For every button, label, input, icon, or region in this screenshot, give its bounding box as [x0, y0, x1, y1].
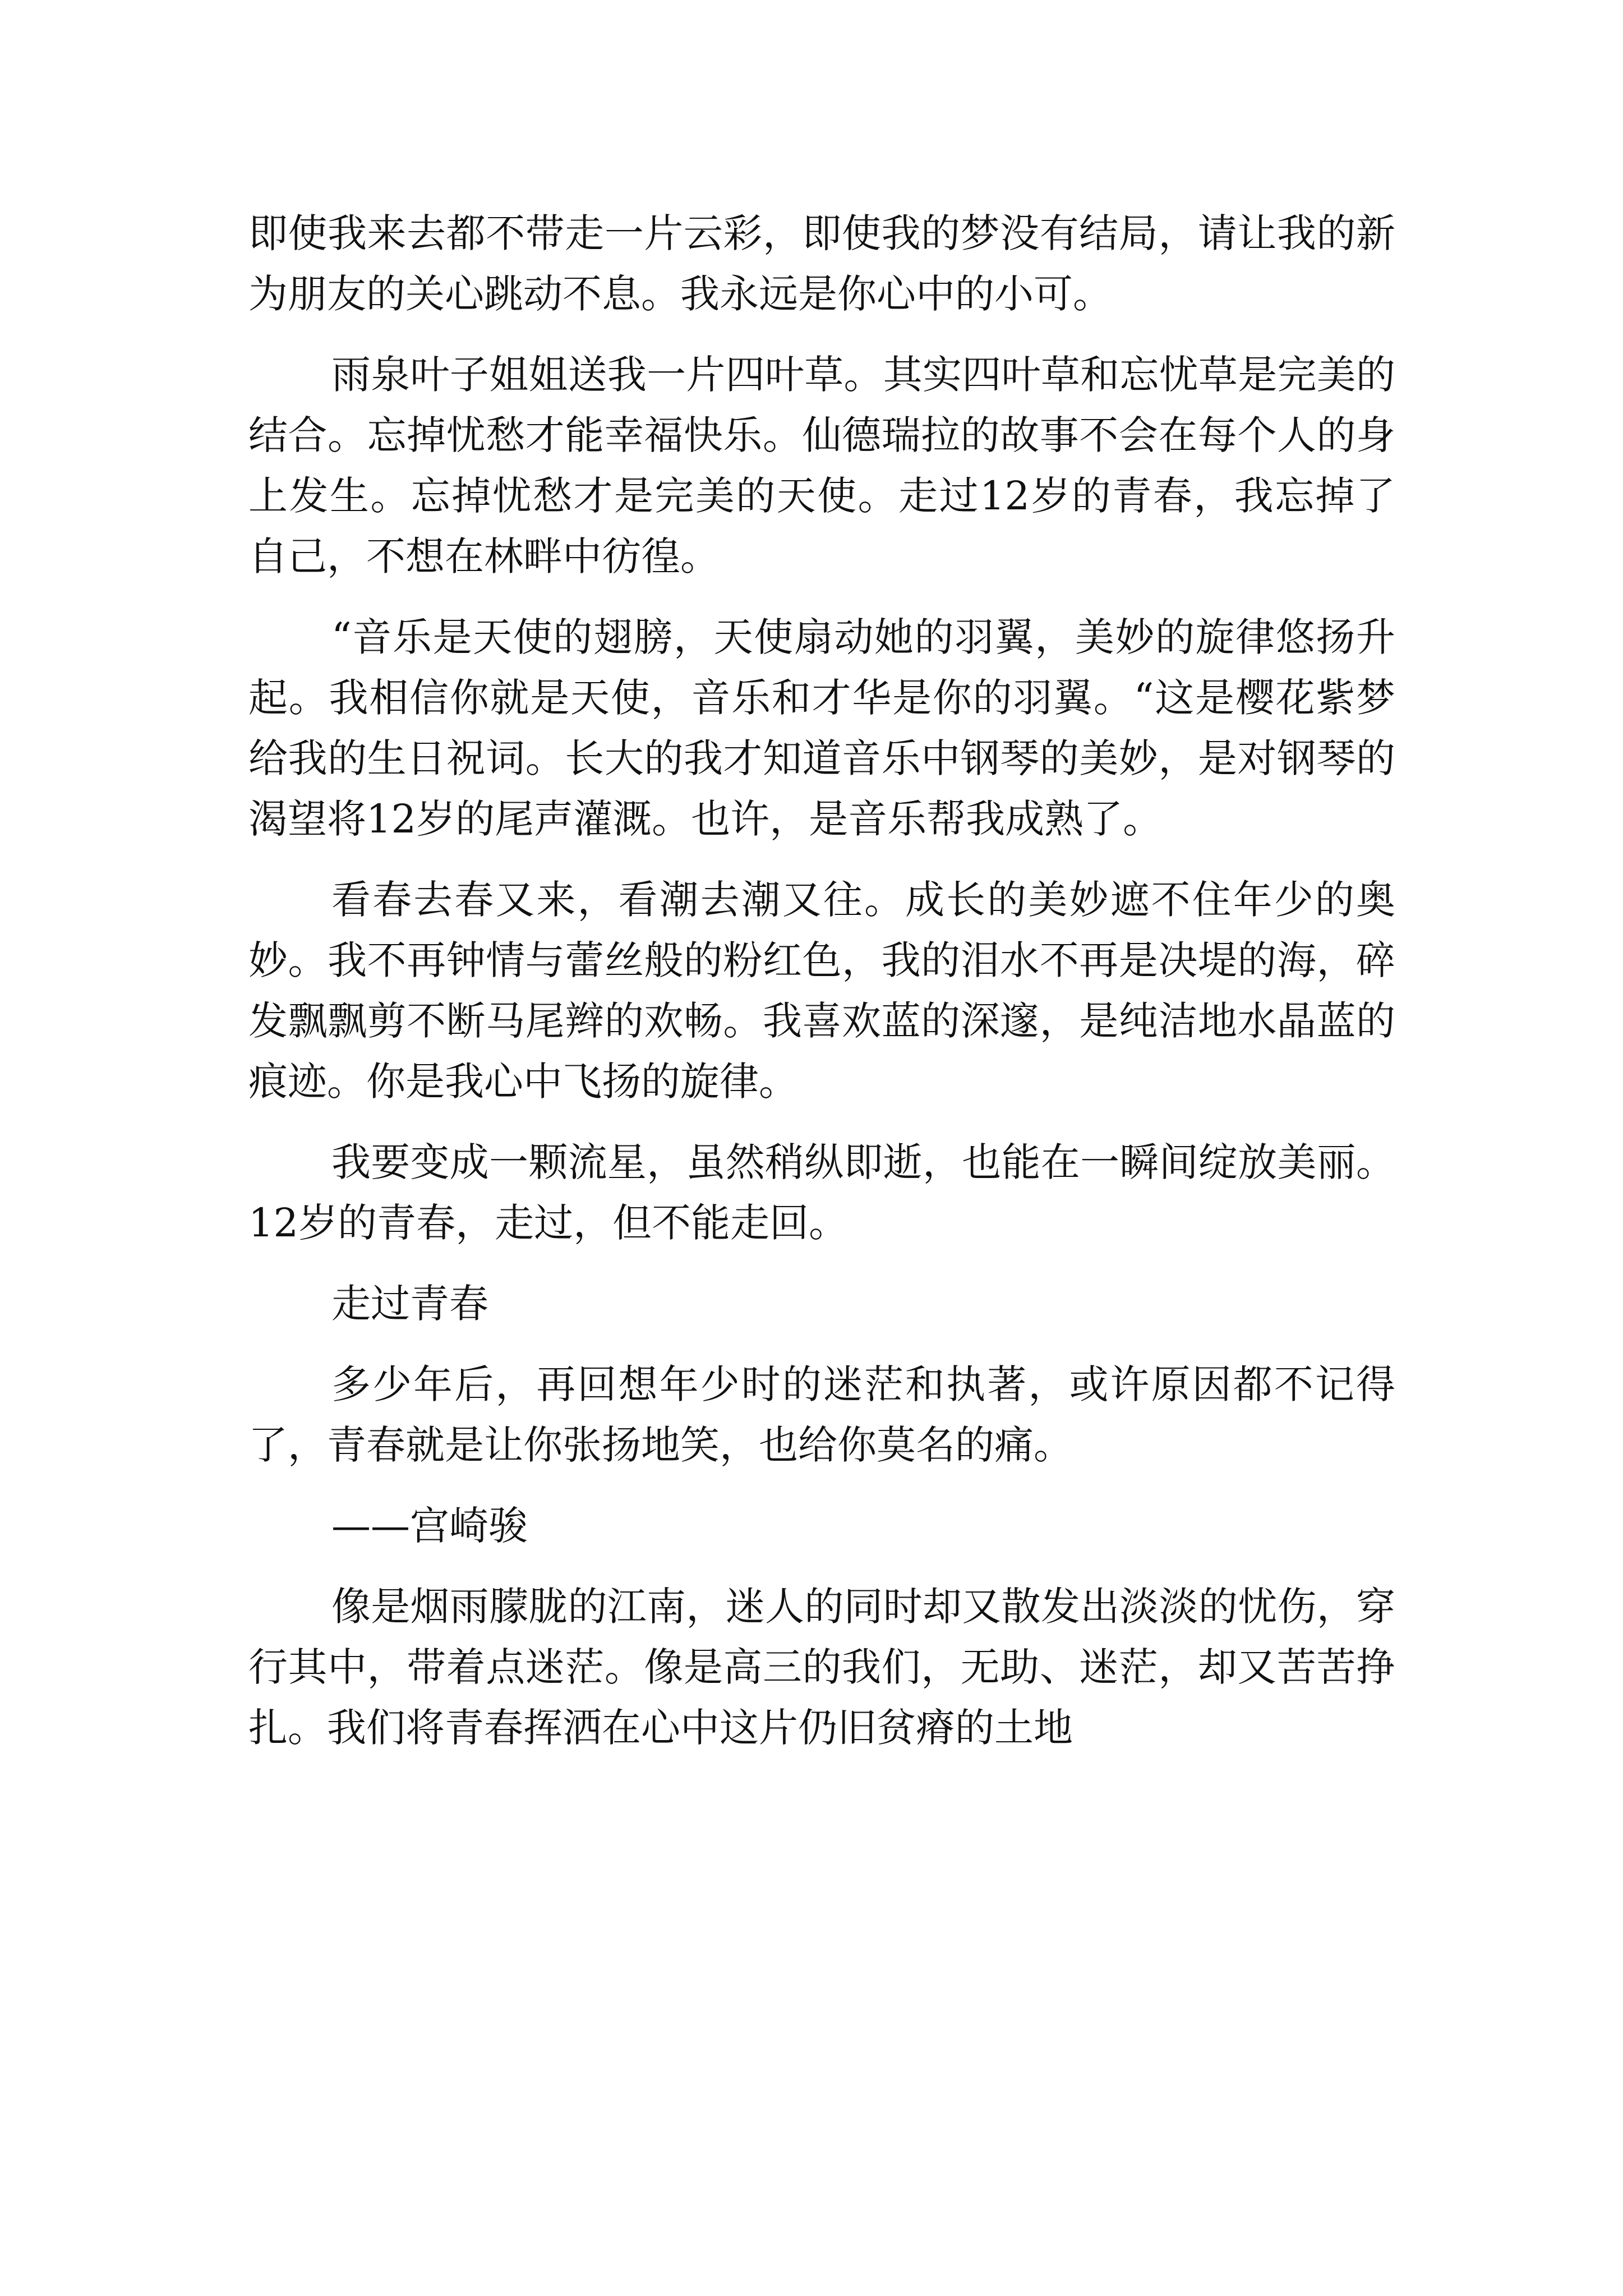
paragraph-6: 像是烟雨朦胧的江南，迷人的同时却又散发出淡淡的忧伤，穿行其中，带着点迷茫。像是高三的我们，无助、迷茫，却又苦苦挣扎。我们将青春挥洒在心中这片仍旧贫瘠的土地 — [248, 1584, 1395, 1751]
paragraph-3: “音乐是天使的翅膀，天使扇动她的羽翼，美妙的旋律悠扬升起。我相信你就是天使，音乐和才华是你的羽翼。“这是樱花紫梦给我的生日祝词。长大的我才知道音乐中钢琴的美妙，是对钢琴的渴望将12岁的尾声灌溉。也许，是音乐帮我成熟了。 — [248, 614, 1395, 842]
epigraph-author: ——宫崎骏 — [331, 1503, 528, 1549]
paragraph-2: 雨泉叶子姐姐送我一片四叶草。其实四叶草和忘忧草是完美的结合。忘掉忧愁才能幸福快乐。仙德瑞拉的故事不会在每个人的身上发生。忘掉忧愁才是完美的天使。走过12岁的青春，我忘掉了自己，不想在林畔中彷徨。 — [248, 352, 1395, 579]
document-body — [248, 203, 1395, 1758]
section-title: 走过青春 — [331, 1281, 488, 1327]
paragraph-4: 看春去春又来，看潮去潮又往。成长的美妙遮不住年少的奥妙。我不再钟情与蕾丝般的粉红色，我的泪水不再是决堤的海，碎发飘飘剪不断马尾辫的欢畅。我喜欢蓝的深邃，是纯洁地水晶蓝的痕迹。你是我心中飞扬的旋律。 — [248, 877, 1395, 1105]
paragraph-1: 即使我来去都不带走一片云彩，即使我的梦没有结局，请让我的新为朋友的关心跳动不息。我永远是你心中的小可。 — [248, 210, 1395, 317]
epigraph-quote: 多少年后，再回想年少时的迷茫和执著，或许原因都不记得了，青春就是让你张扬地笑，也给你莫名的痛。 — [248, 1361, 1395, 1468]
paragraph-5: 我要变成一颗流星，虽然稍纵即逝，也能在一瞬间绽放美丽。12岁的青春，走过，但不能走回。 — [248, 1139, 1395, 1246]
